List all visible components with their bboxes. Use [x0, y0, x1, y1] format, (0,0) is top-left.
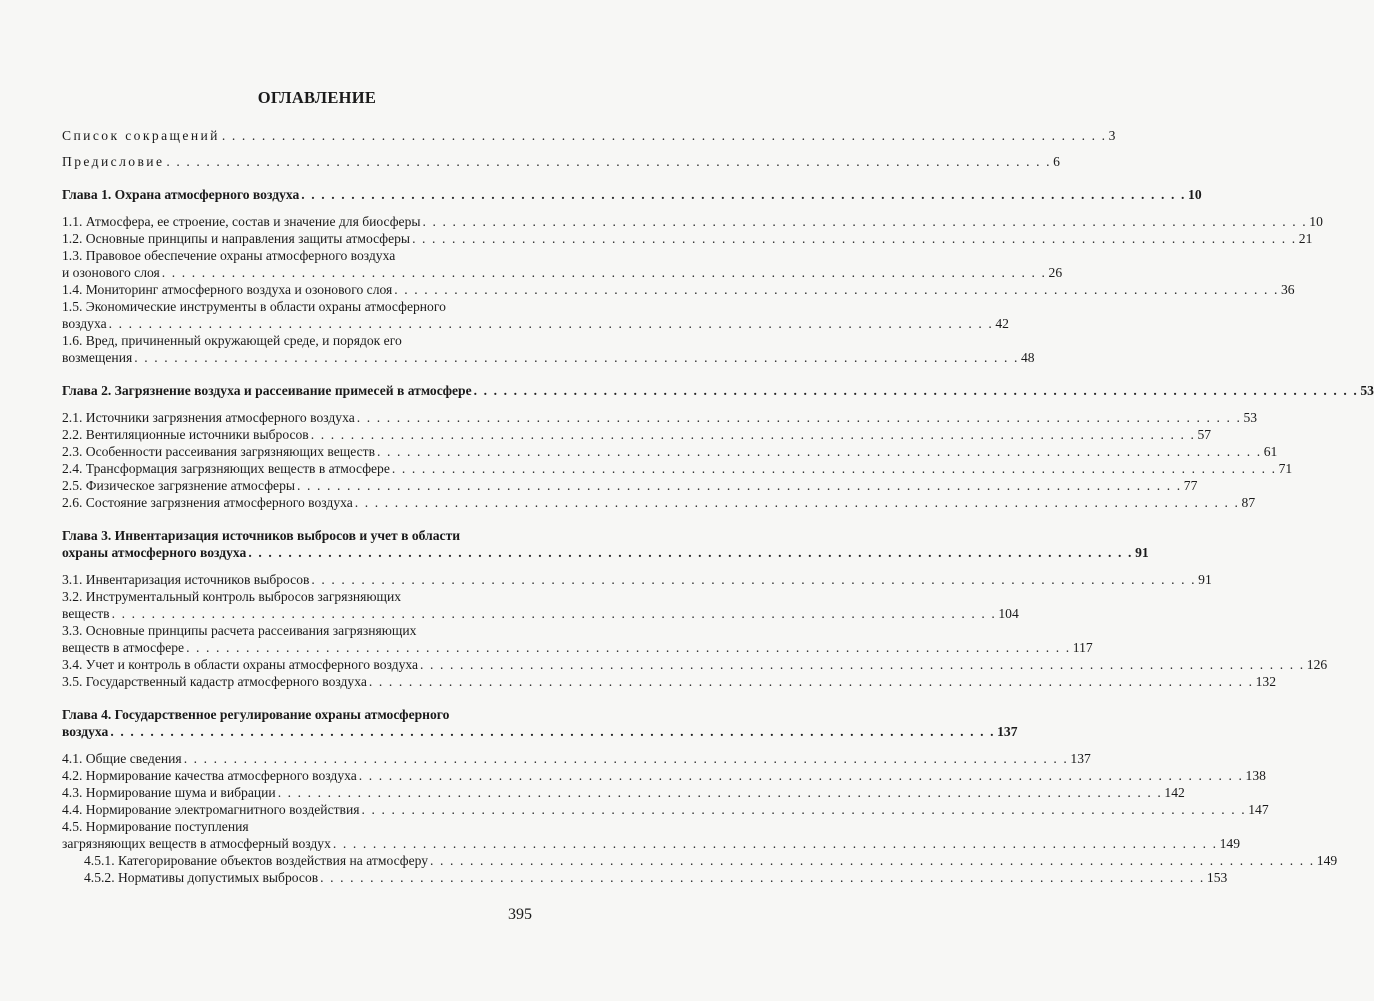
toc-entry-title: 2.4. Трансформация загрязняющих веществ в атмосфере — [62, 461, 390, 476]
toc-entry[interactable] — [62, 213, 1323, 230]
toc-entry[interactable] — [62, 315, 1009, 332]
toc-entry-page: 91 — [1135, 545, 1149, 560]
toc-entry[interactable] — [62, 127, 1116, 144]
toc-entry-page: 153 — [1206, 870, 1228, 885]
toc-entry[interactable] — [62, 656, 1328, 673]
toc-entry-title: 3.1. Инвентаризация источников выбросов — [62, 572, 310, 587]
toc-leader-dots: . . . . . . . . . . . . . . . . . . . . . . . . . . . . . . . . . . . . . . . . . . . . . . . . . . . . . . . . . . . . . . . . . . . . . . . . . . . . . . . . . . . . . . . . . — [166, 154, 1052, 169]
toc-entry-page: 91 — [1198, 572, 1212, 587]
toc-entry[interactable] — [62, 723, 1018, 740]
toc-entry[interactable] — [62, 460, 1293, 477]
toc-entry-title: 4.5.1. Категорирование объектов воздействия на атмосферу — [84, 853, 429, 868]
toc-leader-dots: . . . . . . . . . . . . . . . . . . . . . . . . . . . . . . . . . . . . . . . . . . . . . . . . . . . . . . . . . . . . . . . . . . . . . . . . . . . . . . . . . . . . . . . . . — [311, 572, 1197, 587]
toc-entry-title: воздуха — [62, 724, 109, 739]
toc-leader-dots: . . . . . . . . . . . . . . . . . . . . . . . . . . . . . . . . . . . . . . . . . . . . . . . . . . . . . . . . . . . . . . . . . . . . . . . . . . . . . . . . . . . . . . . . . — [320, 870, 1205, 885]
toc-leader-dots: . . . . . . . . . . . . . . . . . . . . . . . . . . . . . . . . . . . . . . . . . . . . . . . . . . . . . . . . . . . . . . . . . . . . . . . . . . . . . . . . . . . . . . . . . — [473, 383, 1359, 398]
toc-entry-page: 57 — [1197, 427, 1212, 442]
toc-entry-title: 4.4. Нормирование электромагнитного воздействия — [62, 802, 360, 817]
toc-entry[interactable] — [62, 571, 1212, 588]
toc-leader-dots: . . . . . . . . . . . . . . . . . . . . . . . . . . . . . . . . . . . . . . . . . . . . . . . . . . . . . . . . . . . . . . . . . . . . . . . . . . . . . . . . . . . . . . . . . — [332, 836, 1218, 851]
toc-leader-dots: . . . . . . . . . . . . . . . . . . . . . . . . . . . . . . . . . . . . . . . . . . . . . . . . . . . . . . . . . . . . . . . . . . . . . . . . . . . . . . . . . . . . . . . . . — [134, 350, 1019, 365]
toc-entry[interactable] — [62, 818, 542, 835]
toc-entry-page: 26 — [1048, 265, 1063, 280]
toc-entry-title: 2.5. Физическое загрязнение атмосферы — [62, 478, 296, 493]
page-number: 395 — [508, 906, 532, 923]
toc-entry-page: 87 — [1241, 495, 1256, 510]
toc-entry-title: 3.3. Основные принципы расчета рассеивания загрязняющих — [62, 623, 417, 638]
toc-leader-dots: . . . . . . . . . . . . . . . . . . . . . . . . . . . . . . . . . . . . . . . . . . . . . . . . . . . . . . . . . . . . . . . . . . . . . . . . . . . . . . . . . . . . . . . . . — [310, 427, 1196, 442]
toc-entry-title: веществ — [62, 606, 110, 621]
toc-leader-dots: . . . . . . . . . . . . . . . . . . . . . . . . . . . . . . . . . . . . . . . . . . . . . . . . . . . . . . . . . . . . . . . . . . . . . . . . . . . . . . . . . . . . . . . . . — [361, 802, 1247, 817]
toc-entry-title: 1.1. Атмосфера, ее строение, состав и значение для биосферы — [62, 214, 421, 229]
toc-entry-title: 3.4. Учет и контроль в области охраны атмосферного воздуха — [62, 657, 419, 672]
toc-entry-page: 6 — [1053, 154, 1060, 169]
toc-entry[interactable] — [62, 298, 542, 315]
toc-leader-dots: . . . . . . . . . . . . . . . . . . . . . . . . . . . . . . . . . . . . . . . . . . . . . . . . . . . . . . . . . . . . . . . . . . . . . . . . . . . . . . . . . . . . . . . . . — [297, 478, 1182, 493]
toc-entry-page: 149 — [1316, 853, 1338, 868]
toc-leader-dots: . . . . . . . . . . . . . . . . . . . . . . . . . . . . . . . . . . . . . . . . . . . . . . . . . . . . . . . . . . . . . . . . . . . . . . . . . . . . . . . . . . . . . . . . . — [422, 214, 1308, 229]
toc-leader-dots: . . . . . . . . . . . . . . . . . . . . . . . . . . . . . . . . . . . . . . . . . . . . . . . . . . . . . . . . . . . . . . . . . . . . . . . . . . . . . . . . . . . . . . . . . — [354, 495, 1240, 510]
toc-entry[interactable] — [62, 281, 1295, 298]
toc-entry-page: 137 — [997, 724, 1018, 739]
toc-entry[interactable] — [62, 230, 1313, 247]
toc-entry-title: 4.3. Нормирование шума и вибрации — [62, 785, 276, 800]
toc-entry[interactable] — [62, 605, 1019, 622]
toc-entry[interactable] — [62, 527, 542, 544]
toc-entry-title: 3.5. Государственный кадастр атмосферного воздуха — [62, 674, 367, 689]
toc-entry[interactable] — [62, 186, 1202, 203]
toc-leader-dots: . . . . . . . . . . . . . . . . . . . . . . . . . . . . . . . . . . . . . . . . . . . . . . . . . . . . . . . . . . . . . . . . . . . . . . . . . . . . . . . . . . . . . . . . . — [420, 657, 1305, 672]
toc-entry-title: 1.5. Экономические инструменты в области охраны атмосферного — [62, 299, 446, 314]
toc-entry-page: 149 — [1219, 836, 1240, 851]
toc-entry[interactable] — [62, 673, 1276, 690]
toc-entry-title: веществ в атмосфере — [62, 640, 185, 655]
toc-leader-dots: . . . . . . . . . . . . . . . . . . . . . . . . . . . . . . . . . . . . . . . . . . . . . . . . . . . . . . . . . . . . . . . . . . . . . . . . . . . . . . . . . . . . . . . . . — [183, 751, 1069, 766]
toc-entry-title: Список сокращений — [62, 128, 220, 143]
toc-entry-title: Глава 3. Инвентаризация источников выбросов и учет в области — [62, 528, 461, 543]
toc-entry-title: и озонового слоя — [62, 265, 160, 280]
toc-leader-dots: . . . . . . . . . . . . . . . . . . . . . . . . . . . . . . . . . . . . . . . . . . . . . . . . . . . . . . . . . . . . . . . . . . . . . . . . . . . . . . . . . . . . . . . . . — [358, 768, 1244, 783]
toc-entry-page: 147 — [1248, 802, 1269, 817]
toc-entry-title: 3.2. Инструментальный контроль выбросов загрязняющих — [62, 589, 402, 604]
toc-entry-title: Глава 1. Охрана атмосферного воздуха — [62, 187, 300, 202]
toc-leader-dots: . . . . . . . . . . . . . . . . . . . . . . . . . . . . . . . . . . . . . . . . . . . . . . . . . . . . . . . . . . . . . . . . . . . . . . . . . . . . . . . . . . . . . . . . . — [108, 316, 994, 331]
toc-entry[interactable] — [62, 247, 542, 264]
toc-entry-page: 126 — [1306, 657, 1328, 672]
toc-entry[interactable] — [62, 409, 1258, 426]
toc-entry-title: загрязняющих веществ в атмосферный воздух — [62, 836, 331, 851]
toc-leader-dots: . . . . . . . . . . . . . . . . . . . . . . . . . . . . . . . . . . . . . . . . . . . . . . . . . . . . . . . . . . . . . . . . . . . . . . . . . . . . . . . . . . . . . . . . . — [412, 231, 1297, 246]
toc-leader-dots: . . . . . . . . . . . . . . . . . . . . . . . . . . . . . . . . . . . . . . . . . . . . . . . . . . . . . . . . . . . . . . . . . . . . . . . . . . . . . . . . . . . . . . . . . — [186, 640, 1071, 655]
toc-entry-page: 36 — [1281, 282, 1295, 297]
toc-entry-page: 142 — [1164, 785, 1185, 800]
toc-entry-title: Глава 4. Государственное регулирование охраны атмосферного — [62, 707, 450, 722]
toc-entry[interactable] — [62, 706, 542, 723]
toc-entry[interactable] — [62, 264, 1063, 281]
toc-entry-page: 21 — [1298, 231, 1313, 246]
toc-leader-dots: . . . . . . . . . . . . . . . . . . . . . . . . . . . . . . . . . . . . . . . . . . . . . . . . . . . . . . . . . . . . . . . . . . . . . . . . . . . . . . . . . . . . . . . . . — [394, 282, 1279, 297]
toc-entry-title: 2.3. Особенности рассеивания загрязняющих веществ — [62, 444, 376, 459]
toc-entry-page: 10 — [1309, 214, 1323, 229]
toc-entry-page: 48 — [1020, 350, 1035, 365]
toc-entry[interactable] — [62, 544, 1149, 561]
toc-entry-page: 132 — [1255, 674, 1276, 689]
toc-entry-title: воздуха — [62, 316, 107, 331]
toc-entry[interactable] — [62, 153, 1060, 170]
toc-entry[interactable] — [62, 852, 1338, 869]
toc-entry-page: 104 — [998, 606, 1019, 621]
toc-entry[interactable] — [62, 750, 1091, 767]
toc-entry[interactable] — [62, 382, 1374, 399]
toc-entry[interactable] — [62, 494, 1256, 511]
toc-leader-dots: . . . . . . . . . . . . . . . . . . . . . . . . . . . . . . . . . . . . . . . . . . . . . . . . . . . . . . . . . . . . . . . . . . . . . . . . . . . . . . . . . . . . . . . . . — [248, 545, 1134, 560]
toc-entry[interactable] — [62, 332, 542, 349]
toc-entry[interactable] — [62, 801, 1269, 818]
toc-entry-title: 1.4. Мониторинг атмосферного воздуха и озонового слоя — [62, 282, 393, 297]
toc-entry-page: 137 — [1070, 751, 1091, 766]
toc-leader-dots: . . . . . . . . . . . . . . . . . . . . . . . . . . . . . . . . . . . . . . . . . . . . . . . . . . . . . . . . . . . . . . . . . . . . . . . . . . . . . . . . . . . . . . . . . — [277, 785, 1163, 800]
toc-leader-dots: . . . . . . . . . . . . . . . . . . . . . . . . . . . . . . . . . . . . . . . . . . . . . . . . . . . . . . . . . . . . . . . . . . . . . . . . . . . . . . . . . . . . . . . . . — [391, 461, 1277, 476]
toc-entry[interactable] — [62, 639, 1093, 656]
toc-entry-title: 4.5. Нормирование поступления — [62, 819, 249, 834]
toc-entry-title: Предисловие — [62, 154, 165, 169]
toc-entry-title: 4.2. Нормирование качества атмосферного воздуха — [62, 768, 357, 783]
toc-leader-dots: . . . . . . . . . . . . . . . . . . . . . . . . . . . . . . . . . . . . . . . . . . . . . . . . . . . . . . . . . . . . . . . . . . . . . . . . . . . . . . . . . . . . . . . . . — [377, 444, 1262, 459]
toc-entry[interactable] — [62, 835, 1240, 852]
toc-entry[interactable] — [62, 443, 1278, 460]
toc-entry-page: 138 — [1245, 768, 1266, 783]
toc-entry-title: Глава 2. Загрязнение воздуха и рассеивание примесей в атмосфере — [62, 383, 472, 398]
toc-entry[interactable] — [62, 477, 1198, 494]
toc-entry-title: охраны атмосферного воздуха — [62, 545, 247, 560]
toc-entry-title: 2.2. Вентиляционные источники выбросов — [62, 427, 309, 442]
toc-leader-dots: . . . . . . . . . . . . . . . . . . . . . . . . . . . . . . . . . . . . . . . . . . . . . . . . . . . . . . . . . . . . . . . . . . . . . . . . . . . . . . . . . . . . . . . . . — [161, 265, 1047, 280]
toc-leader-dots: . . . . . . . . . . . . . . . . . . . . . . . . . . . . . . . . . . . . . . . . . . . . . . . . . . . . . . . . . . . . . . . . . . . . . . . . . . . . . . . . . . . . . . . . . — [301, 187, 1187, 202]
toc-entry-page: 10 — [1188, 187, 1202, 202]
toc-entry-page: 3 — [1108, 128, 1116, 143]
toc-entry-page: 53 — [1243, 410, 1258, 425]
toc-entry[interactable] — [62, 349, 1035, 366]
toc-entry-page: 117 — [1072, 640, 1093, 655]
toc-entry-title: 2.6. Состояние загрязнения атмосферного воздуха — [62, 495, 353, 510]
toc-entry-page: 61 — [1263, 444, 1278, 459]
page-title: ОГЛАВЛЕНИЕ — [257, 88, 377, 107]
toc-entry-page: 77 — [1183, 478, 1198, 493]
toc-leader-dots: . . . . . . . . . . . . . . . . . . . . . . . . . . . . . . . . . . . . . . . . . . . . . . . . . . . . . . . . . . . . . . . . . . . . . . . . . . . . . . . . . . . . . . . . . — [368, 674, 1254, 689]
toc-entry-title: 4.5.2. Нормативы допустимых выбросов — [84, 870, 319, 885]
toc-leader-dots: . . . . . . . . . . . . . . . . . . . . . . . . . . . . . . . . . . . . . . . . . . . . . . . . . . . . . . . . . . . . . . . . . . . . . . . . . . . . . . . . . . . . . . . . . — [110, 724, 996, 739]
toc-entry[interactable] — [62, 622, 542, 639]
toc-leader-dots: . . . . . . . . . . . . . . . . . . . . . . . . . . . . . . . . . . . . . . . . . . . . . . . . . . . . . . . . . . . . . . . . . . . . . . . . . . . . . . . . . . . . . . . . . — [221, 128, 1107, 143]
toc-entry-title: 1.3. Правовое обеспечение охраны атмосферного воздуха — [62, 248, 396, 263]
toc-entry-page: 53 — [1360, 383, 1374, 398]
toc-entry-title: 4.1. Общие сведения — [62, 751, 182, 766]
toc-entry-title: 1.2. Основные принципы и направления защиты атмосферы — [62, 231, 411, 246]
toc-entry[interactable] — [62, 784, 1185, 801]
toc-leader-dots: . . . . . . . . . . . . . . . . . . . . . . . . . . . . . . . . . . . . . . . . . . . . . . . . . . . . . . . . . . . . . . . . . . . . . . . . . . . . . . . . . . . . . . . . . — [356, 410, 1242, 425]
toc-entry-title: 2.1. Источники загрязнения атмосферного воздуха — [62, 410, 355, 425]
toc-entry[interactable] — [62, 767, 1266, 784]
toc-entry[interactable] — [62, 588, 542, 605]
toc-entry[interactable] — [62, 426, 1212, 443]
toc-entry-title: возмещения — [62, 350, 133, 365]
toc-leader-dots: . . . . . . . . . . . . . . . . . . . . . . . . . . . . . . . . . . . . . . . . . . . . . . . . . . . . . . . . . . . . . . . . . . . . . . . . . . . . . . . . . . . . . . . . . — [430, 853, 1315, 868]
toc-entry-page: 42 — [995, 316, 1009, 331]
toc-entry[interactable] — [62, 869, 1228, 886]
toc-leader-dots: . . . . . . . . . . . . . . . . . . . . . . . . . . . . . . . . . . . . . . . . . . . . . . . . . . . . . . . . . . . . . . . . . . . . . . . . . . . . . . . . . . . . . . . . . — [111, 606, 997, 621]
toc-entry-title: 1.6. Вред, причиненный окружающей среде, и порядок его — [62, 333, 402, 348]
toc-entry-page: 71 — [1278, 461, 1293, 476]
